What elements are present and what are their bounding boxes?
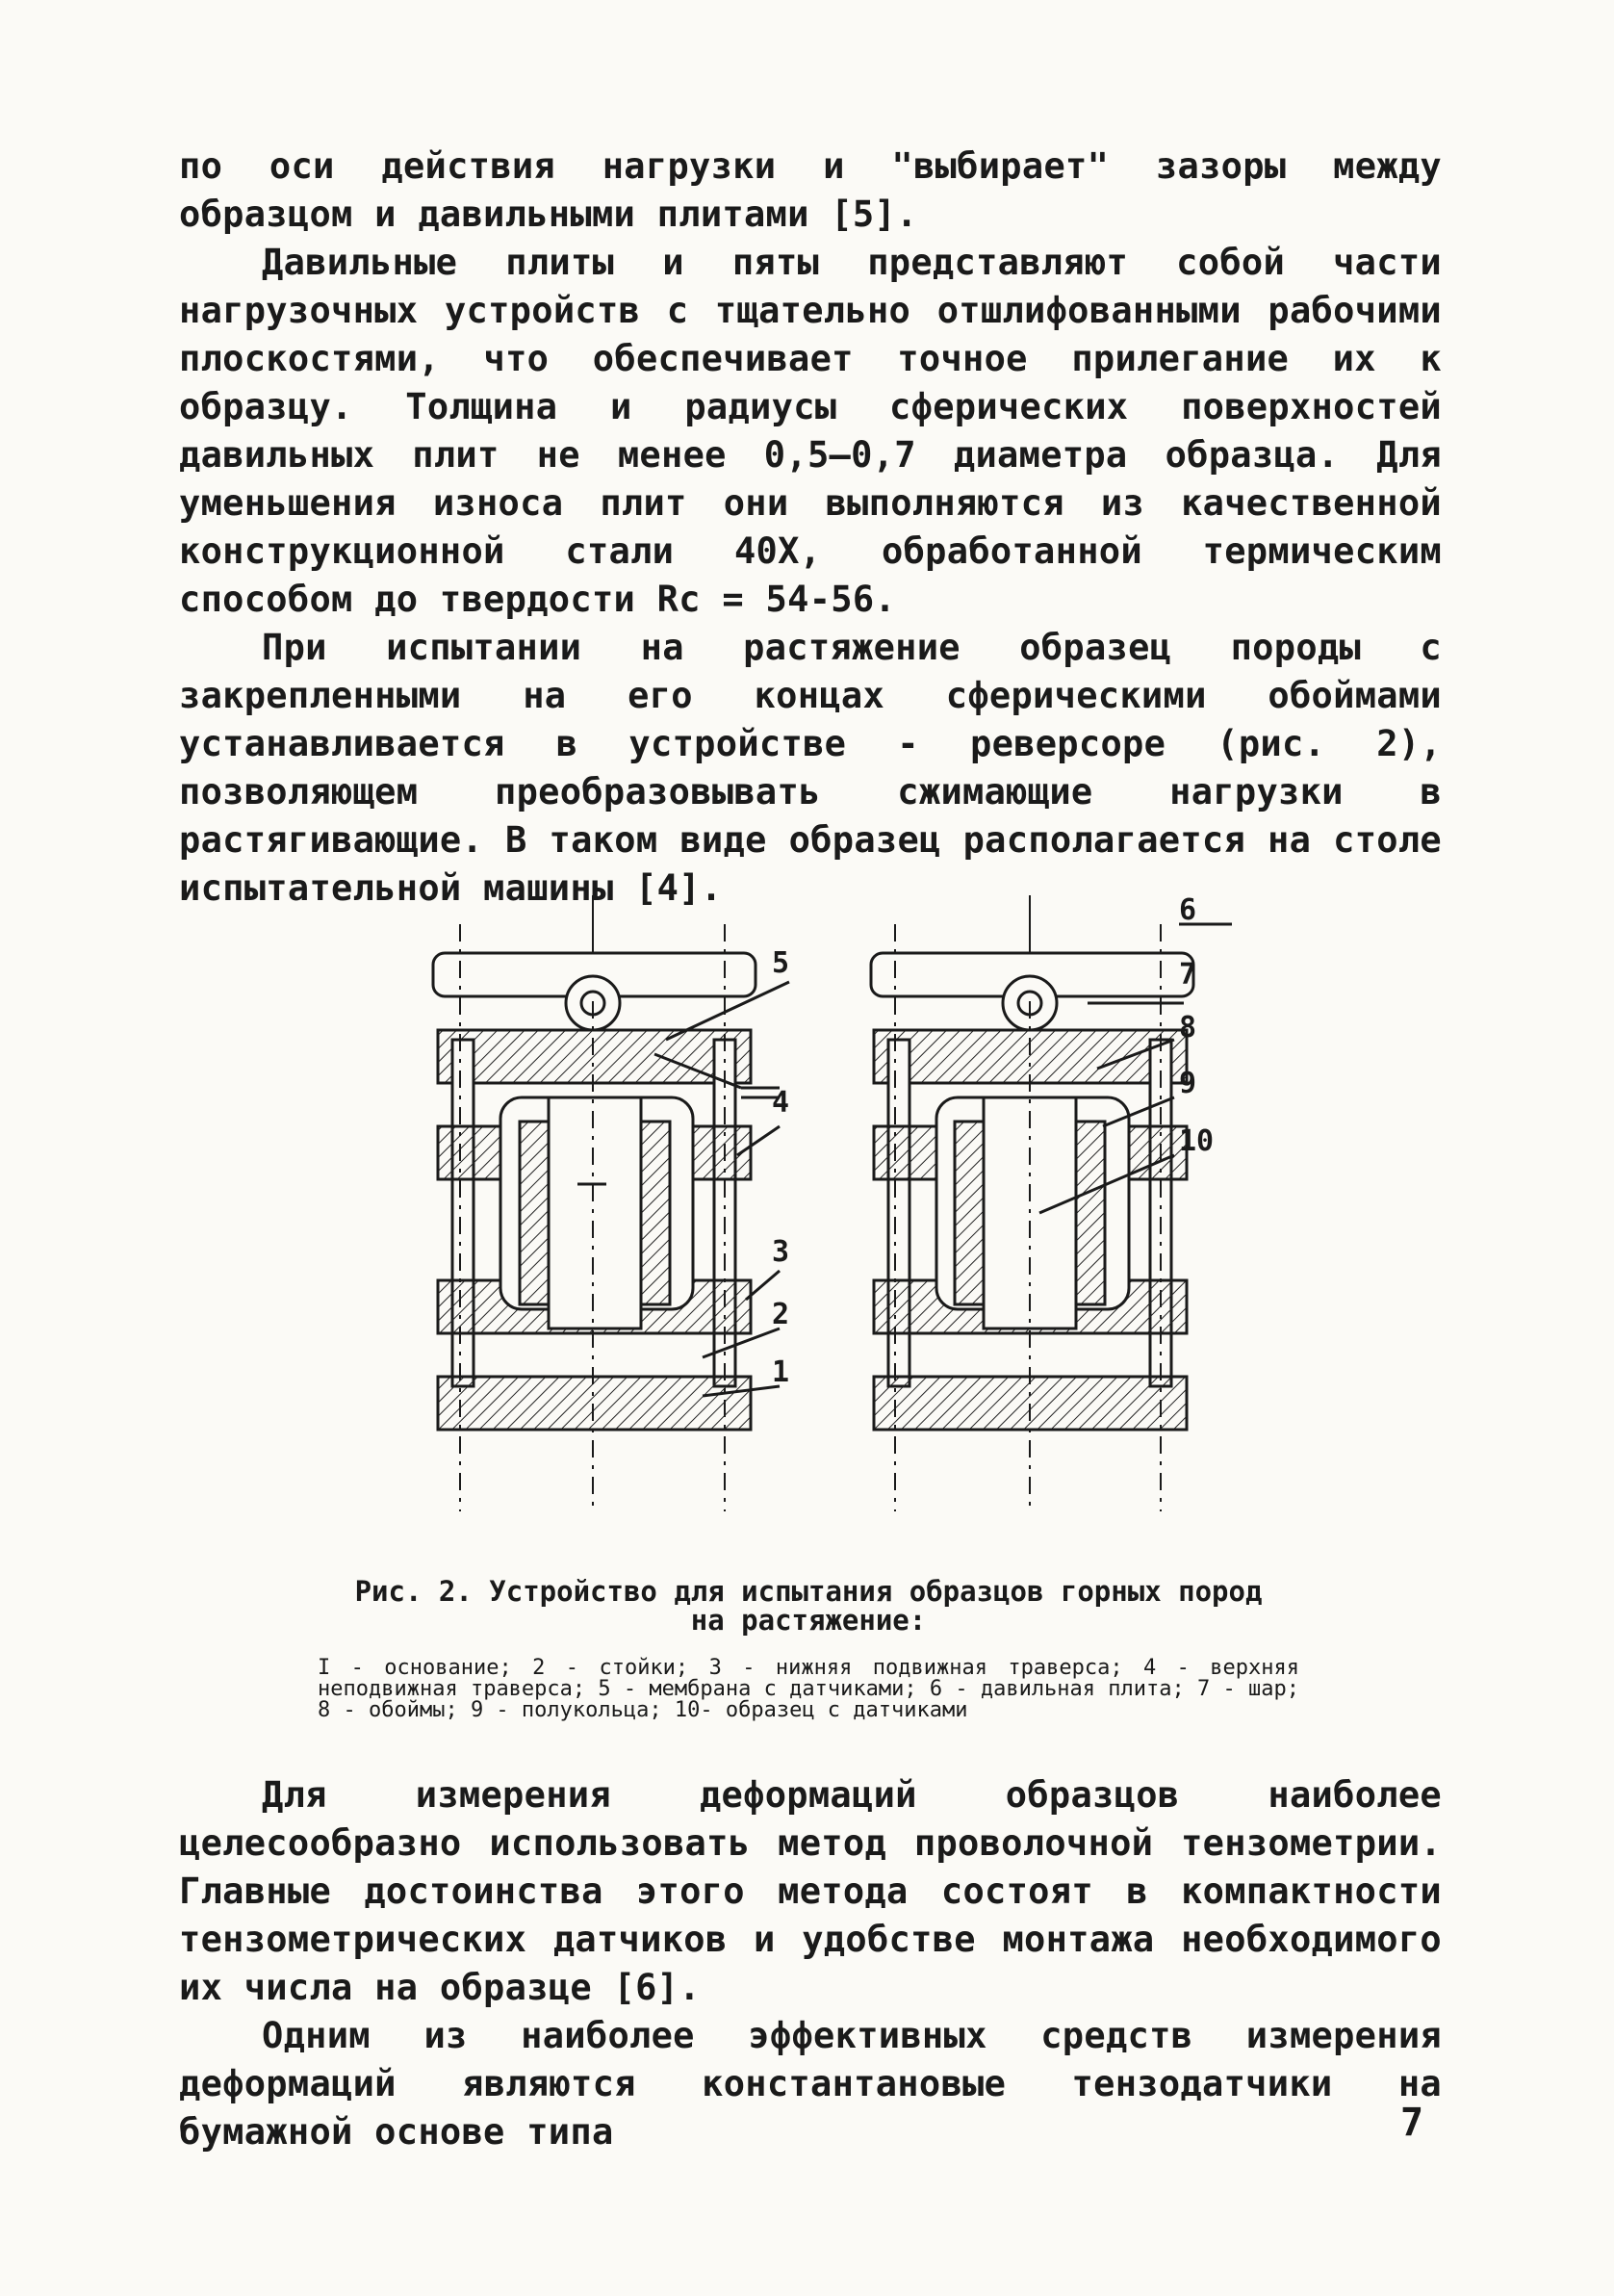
label-5: 5	[772, 946, 790, 980]
paragraph: по оси действия нагрузки и "выбирает" зазоры между образцом и давильными плитами [5].	[179, 145, 1442, 235]
label-10: 10	[1179, 1124, 1215, 1158]
right-device	[871, 895, 1232, 1511]
paragraph: Для измерения деформаций образцов наиболее целесообразно использовать метод проволочной тензометрии. Главные достоинства этого метода состоят в компактности тензометрических датчиков и удобстве монтажа необходимого их числа на образце [6].	[179, 1774, 1442, 2008]
label-7: 7	[1179, 958, 1197, 992]
paragraph: Давильные плиты и пяты представляют собой части нагрузочных устройств с тщательно отшлифованными рабочими плоскостями, что обеспечивает точное прилегание их к образцу. Толщина и радиусы сферических поверхностей давильных плит не менее 0,5–0,7 диаметра образца. Для уменьшения износа плит они выполняются из качественной конструкционной стали 40Х, обработанной термическим способом до твердости Rc = 54-56.	[179, 242, 1442, 620]
text-block-top	[179, 142, 1442, 913]
figure-legend: I - основание; 2 - стойки; 3 - нижняя подвижная траверса; 4 - верхняя неподвижная траверса; 5 - мембрана с датчиками; 6 - давильная плита; 7 - шар; 8 - обоймы; 9 - полукольца; 10- образец с датчиками	[318, 1656, 1299, 1722]
label-8: 8	[1179, 1011, 1197, 1045]
label-9: 9	[1179, 1067, 1197, 1100]
caption-line: Рис. 2. Устройство для испытания образцов горных пород	[354, 1575, 1263, 1608]
caption-line: на растяжение:	[690, 1604, 927, 1637]
label-3: 3	[772, 1235, 790, 1269]
reverser-diagram	[414, 893, 1215, 1531]
figure-reverser-device	[414, 893, 1215, 1531]
label-1: 1	[772, 1355, 790, 1389]
paragraph: Одним из наиболее эффективных средств измерения деформаций являются константановые тензодатчики на бумажной основе типа	[179, 2015, 1442, 2153]
label-6: 6	[1179, 893, 1197, 927]
text-block-bottom	[179, 1771, 1442, 2156]
paragraph: При испытании на растяжение образец породы с закрепленными на его концах сферическими обоймами устанавливается в устройстве - реверсоре (рис. 2), позволяющем преобразовывать сжимающие нагрузки в растягивающие. В таком виде образец располагается на столе испытательной машины [4].	[179, 627, 1442, 909]
figure-caption-title	[308, 1577, 1309, 1635]
label-2: 2	[772, 1298, 790, 1331]
label-4: 4	[772, 1086, 790, 1120]
left-device	[433, 895, 789, 1511]
page-number: 7	[1400, 2101, 1424, 2145]
